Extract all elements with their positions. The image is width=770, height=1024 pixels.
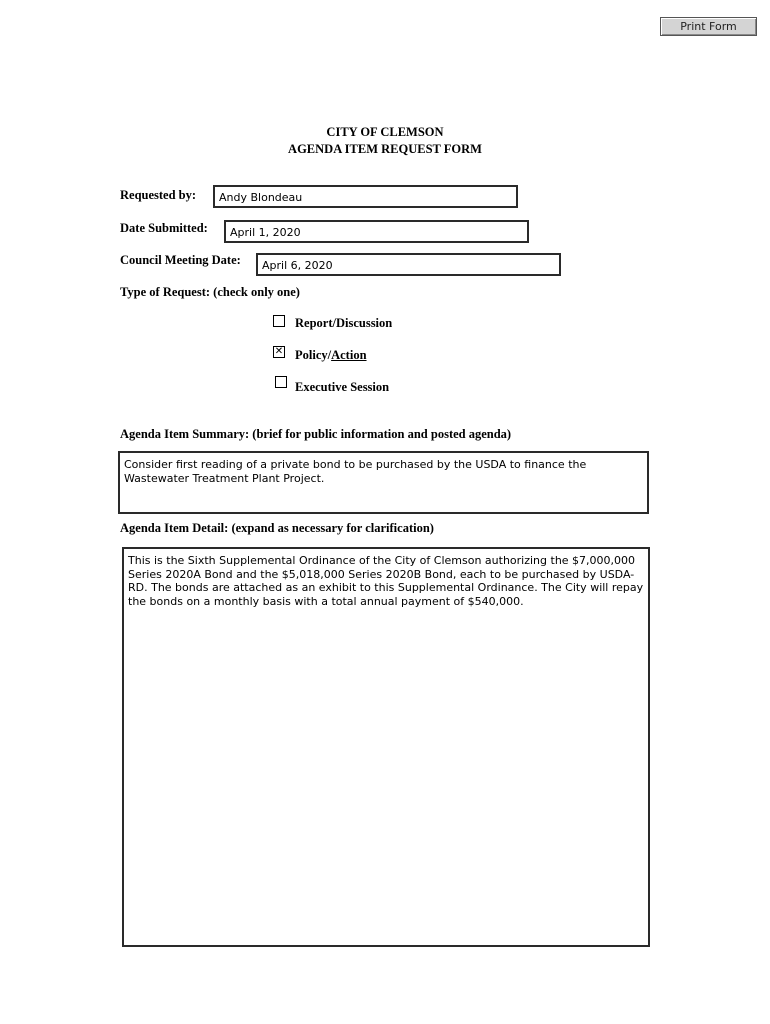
type-of-request-label: Type of Request: (check only one) bbox=[120, 285, 300, 299]
print-form-button[interactable]: Print Form bbox=[660, 17, 757, 36]
form-title: AGENDA ITEM REQUEST FORM bbox=[288, 142, 482, 156]
council-meeting-date-label: Council Meeting Date: bbox=[120, 253, 241, 267]
executive-session-checkbox[interactable] bbox=[275, 376, 287, 388]
policy-action-checkbox[interactable]: ✕ bbox=[274, 346, 284, 357]
requested-by-input[interactable]: Andy Blondeau bbox=[213, 185, 518, 208]
detail-label: Agenda Item Detail: (expand as necessary for clarification) bbox=[120, 521, 434, 535]
action-label-underlined: Action bbox=[331, 348, 367, 362]
report-discussion-label: Report/Discussion bbox=[295, 316, 393, 330]
council-meeting-date-input[interactable]: April 6, 2020 bbox=[256, 253, 561, 276]
report-discussion-checkbox[interactable] bbox=[273, 315, 285, 327]
policy-label-prefix: Policy/ bbox=[295, 348, 332, 362]
policy-action-label bbox=[295, 348, 367, 363]
date-submitted-label: Date Submitted: bbox=[120, 221, 208, 235]
date-submitted-input[interactable]: April 1, 2020 bbox=[224, 220, 529, 243]
executive-session-label: Executive Session bbox=[295, 380, 390, 394]
detail-textarea[interactable]: This is the Sixth Supplemental Ordinance of the City of Clemson authorizing the $7,000,000 Series 2020A Bond and the $5,018,000 Series 2020B Bond, each to be purchased by USDA-RD. The bonds are attached as an exhibit to this Supplemental Ordinance. The City will repay the bonds on a monthly basis with a total annual payment of $540,000. bbox=[122, 547, 650, 947]
summary-textarea[interactable]: Consider first reading of a private bond to be purchased by the USDA to finance the Wastewater Treatment Plant Project. bbox=[118, 451, 649, 514]
city-title: CITY OF CLEMSON bbox=[326, 125, 444, 139]
requested-by-label: Requested by: bbox=[120, 188, 197, 202]
summary-label: Agenda Item Summary: (brief for public information and posted agenda) bbox=[120, 427, 512, 441]
